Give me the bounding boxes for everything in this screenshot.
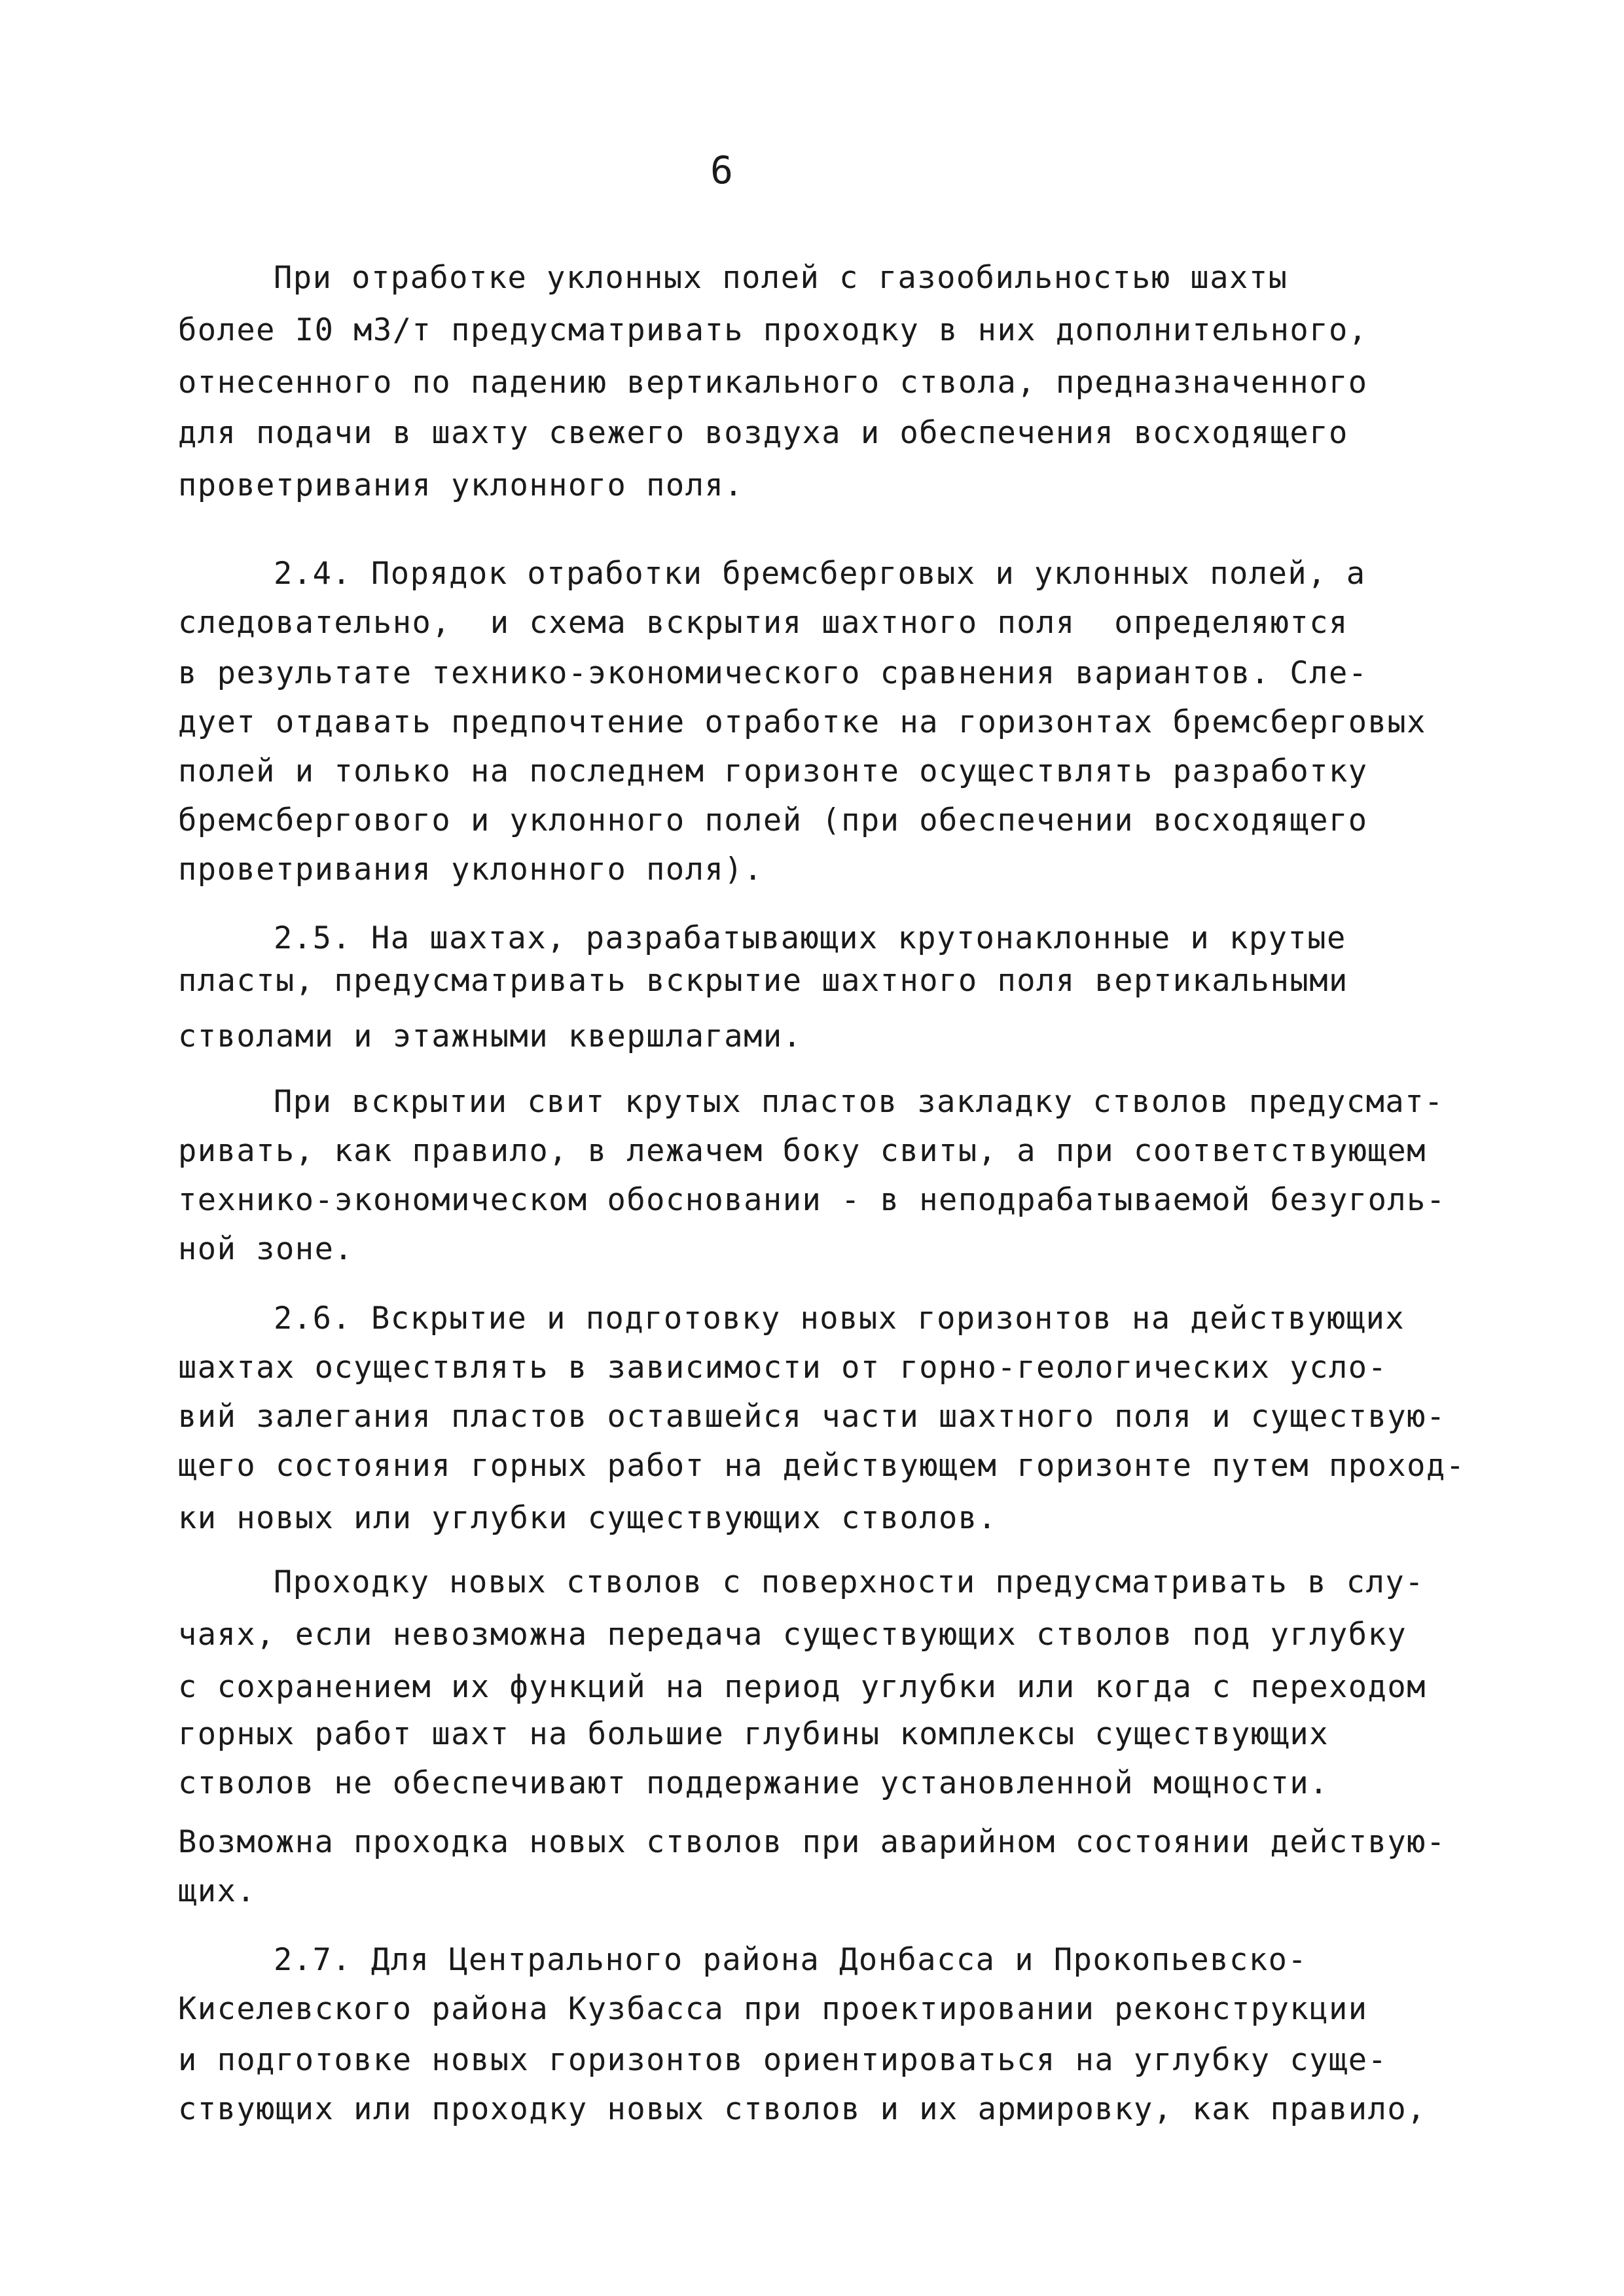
text-line: ривать, как правило, в лежачем боку свиты, а при соответствующем [178,1133,1426,1169]
text-line: щих. [178,1873,257,1909]
text-line: Возможна проходка новых стволов при аварийном состоянии действую- [178,1824,1446,1860]
text-line: горных работ шахт на большие глубины комплексы существующих [178,1716,1329,1752]
text-line: дует отдавать предпочтение отработке на горизонтах бремсберговых [178,704,1426,740]
text-line: Проходку новых стволов с поверхности предусматривать в слу- [274,1564,1424,1600]
text-line: технико-экономическом обосновании - в неподрабатываемой безуголь- [178,1182,1446,1218]
text-line: в результате технико-экономического сравнения вариантов. Сле- [178,655,1368,691]
text-line: 2.4. Порядок отработки бремсберговых и уклонных полей, а [274,556,1366,592]
text-line: ствующих или проходку новых стволов и их армировку, как правило, [178,2091,1426,2127]
text-line: стволами и этажными квершлагами. [178,1018,803,1054]
text-line: Киселевского района Кузбасса при проектировании реконструкции [178,1991,1368,2027]
text-line: ной зоне. [178,1231,354,1267]
text-line: вий залегания пластов оставшейся части шахтного поля и существую- [178,1399,1446,1435]
text-line: ки новых или углубки существующих стволов. [178,1500,998,1536]
text-line: 2.6. Вскрытие и подготовку новых горизонтов на действующих [274,1300,1405,1336]
text-line: и подготовке новых горизонтов ориентироваться на углубку суще- [178,2042,1388,2078]
text-line: бремсбергового и уклонного полей (при обеспечении восходящего [178,802,1368,838]
text-line: При отработке уклонных полей с газообильностью шахты [274,260,1288,296]
text-line: следовательно, и схема вскрытия шахтного поля определяются [178,605,1348,641]
text-line: 2.5. На шахтах, разрабатывающих крутонаклонные и крутые [274,920,1346,956]
text-line: шахтах осуществлять в зависимости от горно-геологических усло- [178,1350,1388,1386]
page-number: 6 [710,148,733,192]
text-line: стволов не обеспечивают поддержание установленной мощности. [178,1765,1329,1801]
text-line: с сохранением их функций на период углубки или когда с переходом [178,1669,1426,1705]
text-line: проветривания уклонного поля). [178,852,763,888]
text-line: отнесенного по падению вертикального ствола, предназначенного [178,365,1368,401]
text-line: щего состояния горных работ на действующем горизонте путем проход- [178,1448,1466,1484]
text-line: пласты, предусматривать вскрытие шахтного поля вертикальными [178,963,1348,999]
text-line: для подачи в шахту свежего воздуха и обеспечения восходящего [178,415,1348,451]
text-line: проветривания уклонного поля. [178,467,744,503]
text-line: более I0 м3/т предусматривать проходку в них дополнительного, [178,312,1368,348]
text-line: При вскрытии свит крутых пластов закладку стволов предусмат- [274,1084,1444,1120]
text-line: чаях, если невозможна передача существующих стволов под углубку [178,1617,1407,1653]
text-line: полей и только на последнем горизонте осуществлять разработку [178,753,1368,789]
text-line: 2.7. Для Центрального района Донбасса и Прокопьевско- [274,1942,1308,1978]
